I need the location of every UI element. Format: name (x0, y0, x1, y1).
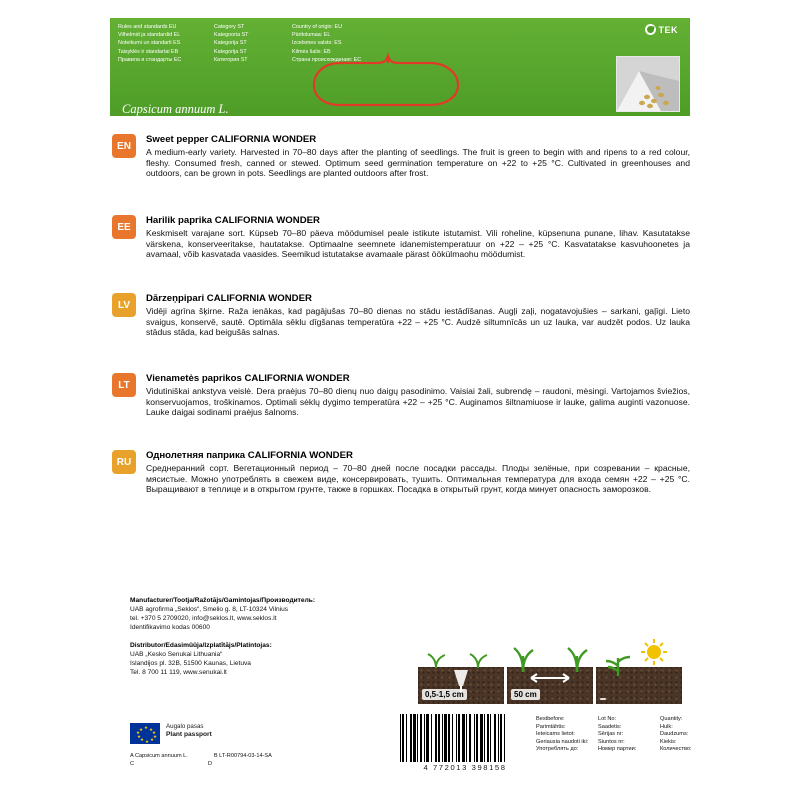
company-info (130, 596, 390, 677)
distributor-line: Tel. 8 700 11 119, www.senukai.lt (130, 669, 227, 676)
language-block-ru (112, 450, 690, 495)
passport-field-a: A Capsicum annuum L. (130, 753, 188, 759)
variety-title: Однолетняя паприка CALIFORNIA WONDER (146, 450, 353, 461)
standards-cell: Kategooria ST (214, 32, 249, 39)
barcode (400, 714, 530, 772)
lot-info-row (536, 724, 786, 732)
lot-info-cell: Parimtähtis: (536, 723, 566, 730)
standards-cell: Izcelsmes valsts: ES (292, 40, 342, 47)
language-badge: LV (112, 293, 136, 317)
lot-info-row (536, 731, 786, 739)
manufacturer-heading: Manufacturer/Tootja/Ražotājs/Gamintojas/Производитель: (130, 597, 316, 604)
passport-heading-lt: Augalo pasas (166, 723, 204, 730)
lot-info-cell: Daudzums: (660, 731, 689, 738)
lot-info-cell: Siuntos nr: (598, 738, 625, 745)
variety-description: Keskmiselt varajane sort. Küpseb 70–80 päeva möödumisel peale istikute istutamist. Vili roheline, küpsenuna punane, lihav. Kasutatakse värskena, konserveeritakse, hautatakse. Optimaalne seemnete idanemistemperatuur on +22 – +25 °C. Kasvatatakse kasvuhoonetes ja avamaal, võib kasvatada vaasides. Seemikud istutatakse avamaale pärast öökülmaohu möödumist. (146, 228, 690, 260)
standards-row (118, 31, 406, 39)
passport-codes (130, 752, 380, 768)
standards-cell: Kilmės šalis: EB (292, 48, 331, 55)
standards-cell: Страна происхождения: ЕС (292, 56, 362, 63)
language-block-lt (112, 373, 690, 418)
standards-cell: Country of origin: EU (292, 24, 343, 30)
pictogram-sowing-depth (418, 636, 504, 704)
passport-letter-c: C (130, 761, 135, 767)
language-badge: EN (112, 134, 136, 158)
plant-passport-block (130, 723, 212, 744)
lot-info-cell: Hulk: (660, 723, 673, 730)
pictogram-caption: 50 cm (511, 689, 540, 700)
lot-info-cell: Номер партии: (598, 746, 637, 753)
standards-cell: Категория ST (214, 56, 248, 63)
variety-title: Dārzeņpipari CALIFORNIA WONDER (146, 293, 312, 304)
standards-row (118, 39, 406, 47)
latin-species-name: Capsicum annuum L. (122, 102, 229, 116)
standards-cell: Vilhelmid ja standardid EL (118, 32, 181, 39)
lot-info-cell: Bestbefore: (536, 716, 565, 722)
lot-info-row (536, 746, 786, 754)
variety-description: Vidēji agrīna šķirne. Raža ienākas, kad pagājušas 70–80 dienas no stādu iestādīšanas. Augļi zaļi, nogatavojušies – sarkani, gaļīgi. Lieto svaigus, konservē, sautē. Optimāla sēklu dīgšanas temperatūra +22 – +25 °C. Audzē siltumnīcās un uz lauka, var audzēt podos. Uz lauka stādus stāda, kad beigušās salnas. (146, 306, 690, 338)
lot-info-cell: Quantity: (660, 716, 683, 722)
lot-info-cell: Geriausia naudoti iki: (536, 738, 589, 745)
standards-cell: Noteikumi un standarti ES (118, 40, 181, 47)
language-block-lv (112, 293, 690, 338)
pepper-outline-icon (310, 52, 470, 108)
language-block-en (112, 134, 690, 179)
lot-info-row (536, 739, 786, 747)
sun-icon (641, 639, 667, 665)
manufacturer-line: UAB agrofirma „Seklos“, Smelio g. 8, LT-10324 Vilnius (130, 606, 289, 613)
lot-info-cell: Kiekis: (660, 738, 677, 745)
passport-letter-d: D (208, 761, 213, 767)
lot-info-row (536, 716, 786, 724)
pictogram-row-spacing (507, 636, 593, 704)
brand-name: TEK (658, 24, 678, 35)
barcode-bars (400, 714, 530, 762)
lot-info-cell: Количество: (660, 746, 692, 753)
variety-title: Sweet pepper CALIFORNIA WONDER (146, 134, 317, 145)
lot-info-table (536, 716, 786, 754)
standards-cell: Kategorija ST (214, 40, 247, 47)
passport-heading-en: Plant passport (166, 731, 212, 739)
distributor-line: Islandijos pl. 32B, 51500 Kaunas, Lietuva (130, 660, 251, 667)
lot-info-cell: Употреблять до: (536, 746, 579, 753)
lot-info-cell: Saadetis: (598, 723, 622, 730)
lot-info-cell: Ieteicams lietot: (536, 731, 575, 738)
distributor-line: UAB „Kesko Senukai Lithuania“ (130, 651, 223, 658)
passport-field-b: B LT-R00794-03-14-SA (213, 753, 272, 759)
standards-cell: Taisyklės ir standartai EB (118, 48, 179, 55)
standards-cell: Päritolumaa: EL (292, 32, 331, 39)
leaf-icon (645, 24, 656, 35)
seed-photo (616, 56, 680, 112)
standards-row (118, 23, 406, 31)
standards-cell: Rules and standards EU (118, 24, 177, 30)
language-badge: EE (112, 215, 136, 239)
variety-description: Vidutiniškai ankstyva veislė. Dera praėjus 70–80 dienų nuo daigų pasodinimo. Vaisiai žali, subrendę – raudoni, mėsingi. Vartojamos šviežios, konservuojamos, troškinamos. Optimali sėklų dygimo temperatūra +22 – +25 °C. Auginamos šiltnamiuose ir lauke, galima auginti vazonuose. Lauke daigai sodinami praėjus šalnoms. (146, 386, 690, 418)
language-block-ee (112, 215, 690, 260)
pictogram-row (418, 636, 682, 704)
pictogram-caption: 0,5-1,5 cm (422, 689, 467, 700)
language-badge: RU (112, 450, 136, 474)
lot-info-cell: Sērijas nr: (598, 731, 624, 738)
manufacturer-line: tel. +370 5 2709020, info@seklos.lt, www.seklos.lt (130, 615, 277, 622)
brand-logo (645, 24, 679, 35)
standards-cell: Правила и стандарты ЕС (118, 56, 182, 63)
variety-description: Среднеранний сорт. Вегетационный период – 70–80 дней после посадки рассады. Плоды зелёные, при созревании – красные, мясистые. Можно употреблять в свежем виде, консервировать, тушить. Оптимальная температура для входа семян +22 – +25 °C. Выращивают в теплице и в открытом грунте, также в горшках. Посадка в открытый грунт, когда минует опасность заморозков. (146, 463, 690, 495)
pictogram-sunlight (596, 636, 682, 704)
header-band (110, 18, 690, 116)
barcode-number: 4 772013 398158 (423, 763, 507, 772)
distributor-heading: Distributor/Edasimüüja/Izplatītājs/Platintojas: (130, 642, 272, 649)
variety-description: A medium-early variety. Harvested in 70–80 days after the planting of seedlings. The fruit is green to begin with and ripens to a red colour, fleshy. Consumed fresh, canned or stewed. Optimum seed germination temperature on +22 to +25 °C. Cultivated in greenhouses and outdoors, can be grown in pots. Seedlings are planted outdoors after frost. (146, 147, 690, 179)
eu-flag-icon: ★ ★ ★ ★ ★ ★ ★ ★ ★ ★ (130, 723, 160, 744)
lot-info-cell: Lot No: (598, 716, 617, 722)
manufacturer-line: Identifikavimo kodas 00600 (130, 624, 210, 631)
standards-cell: Kategorija ST (214, 48, 247, 55)
language-badge: LT (112, 373, 136, 397)
pictogram-caption (600, 698, 606, 700)
standards-cell: Category ST (214, 24, 245, 30)
variety-title: Harilik paprika CALIFORNIA WONDER (146, 215, 320, 226)
variety-title: Vienametės paprikos CALIFORNIA WONDER (146, 373, 350, 384)
